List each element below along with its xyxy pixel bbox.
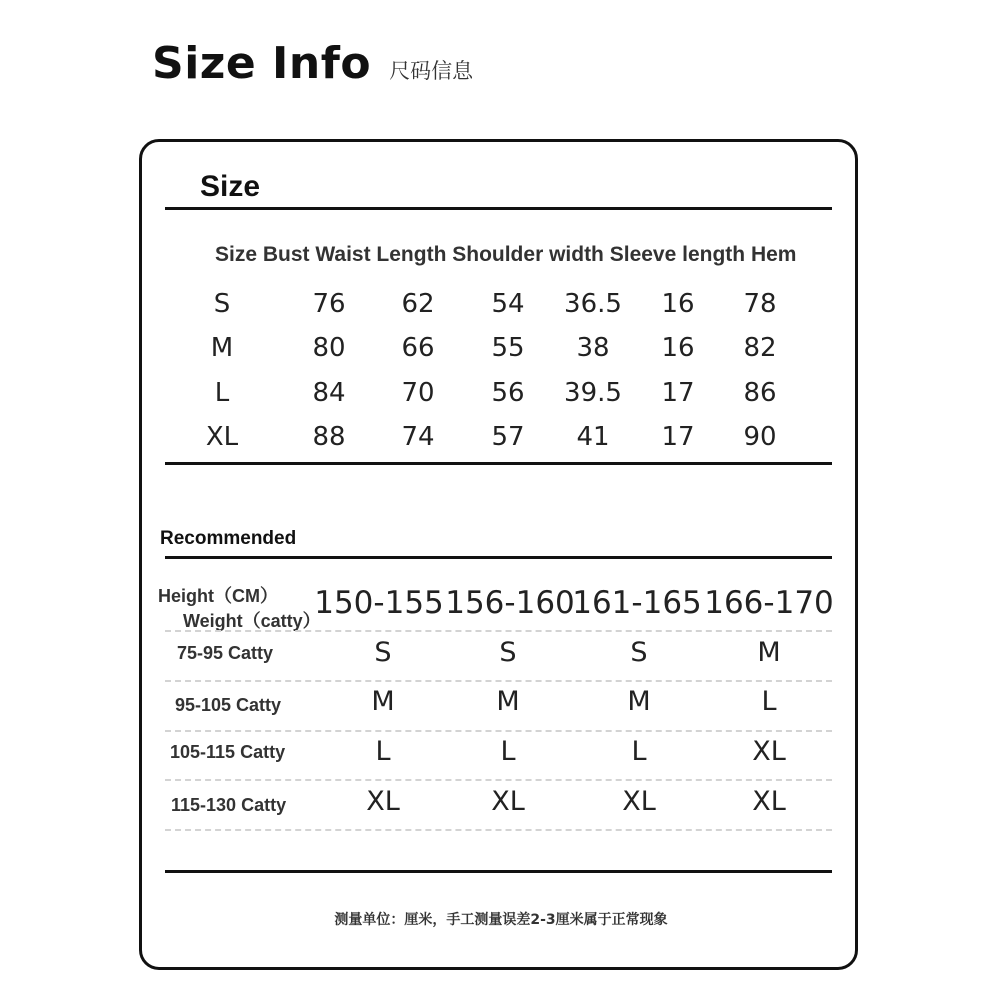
size-value: 57 <box>491 422 525 452</box>
weight-range: 75-95 Catty <box>177 643 274 663</box>
size-bottom-rule <box>165 462 832 465</box>
weight-range: 115-130 Catty <box>171 795 287 815</box>
recommended-size: XL <box>622 786 656 817</box>
page-title: Size Info <box>152 38 372 89</box>
size-value: 54 <box>491 289 525 319</box>
size-label: L <box>214 378 230 408</box>
recommended-size: S <box>374 637 392 668</box>
height-range: 156-160 <box>445 585 575 621</box>
recommended-size: M <box>757 637 781 668</box>
recommended-size: L <box>375 736 391 767</box>
size-value: 74 <box>401 422 435 452</box>
size-value: 39.5 <box>564 378 622 408</box>
recommended-size: XL <box>366 786 400 817</box>
size-value: 78 <box>743 289 777 319</box>
size-value: 17 <box>661 378 695 408</box>
recommended-section-title: Recommended <box>160 528 297 549</box>
weight-header: Weight（catty） <box>183 611 321 631</box>
size-value: 17 <box>661 422 695 452</box>
size-value: 41 <box>576 422 610 452</box>
size-value: 76 <box>312 289 346 319</box>
size-value: 55 <box>491 333 525 363</box>
page-header <box>152 38 473 89</box>
height-range: 161-165 <box>572 585 702 621</box>
recommended-bottom-rule <box>165 870 832 873</box>
size-value: 66 <box>401 333 435 363</box>
size-value: 38 <box>576 333 610 363</box>
page-subtitle: 尺码信息 <box>389 59 474 83</box>
row-divider <box>165 779 832 781</box>
size-label: M <box>210 333 234 363</box>
size-value: 88 <box>312 422 346 452</box>
size-value: 82 <box>743 333 777 363</box>
size-label: S <box>213 289 231 319</box>
recommended-size: M <box>627 686 651 717</box>
size-value: 56 <box>491 378 525 408</box>
size-value: 16 <box>661 333 695 363</box>
recommended-size: L <box>631 736 647 767</box>
size-value: 86 <box>743 378 777 408</box>
recommended-size: XL <box>752 786 786 817</box>
recommended-size: M <box>496 686 520 717</box>
recommended-size: L <box>761 686 777 717</box>
recommended-size: XL <box>752 736 786 767</box>
size-value: 70 <box>401 378 435 408</box>
size-column-headers: Size Bust Waist Length Shoulder width Sleeve length Hem <box>215 243 797 266</box>
row-divider <box>165 829 832 831</box>
height-header: Height（CM） <box>158 586 278 606</box>
size-value: 90 <box>743 422 777 452</box>
height-range: 150-155 <box>314 585 444 621</box>
recommended-size: L <box>500 736 516 767</box>
measurement-note: 测量单位：厘米，手工测量误差2-3厘米属于正常现象 <box>334 912 668 928</box>
size-label: XL <box>205 422 239 452</box>
size-value: 36.5 <box>564 289 622 319</box>
recommended-size: S <box>499 637 517 668</box>
recommended-size: XL <box>491 786 525 817</box>
size-section-title: Size <box>200 170 261 203</box>
size-value: 80 <box>312 333 346 363</box>
recommended-size: M <box>371 686 395 717</box>
row-divider <box>165 680 832 682</box>
row-divider <box>165 630 832 632</box>
size-value: 84 <box>312 378 346 408</box>
height-range: 166-170 <box>704 585 834 621</box>
size-value: 62 <box>401 289 435 319</box>
weight-range: 105-115 Catty <box>170 742 286 762</box>
size-value: 16 <box>661 289 695 319</box>
recommended-top-rule <box>165 556 832 559</box>
size-top-rule <box>165 207 832 210</box>
row-divider <box>165 730 832 732</box>
recommended-size: S <box>630 637 648 668</box>
weight-range: 95-105 Catty <box>175 695 282 715</box>
